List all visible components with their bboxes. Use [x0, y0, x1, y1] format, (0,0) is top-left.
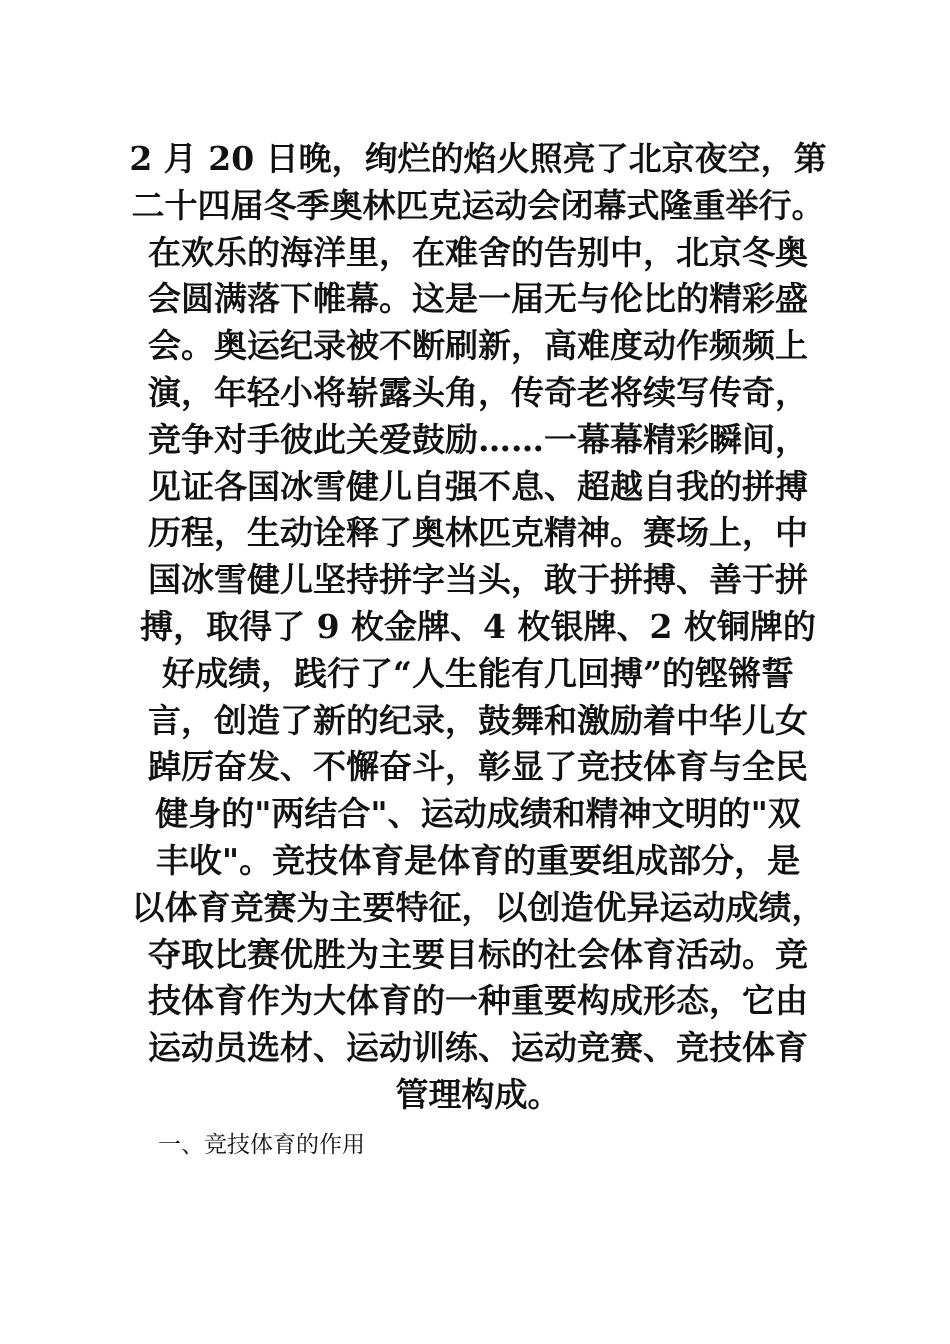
- paragraph-line-13: 言，创造了新的纪录，鼓舞和激励着中华儿女: [148, 700, 808, 740]
- section-heading: 一、竞技体育的作用: [158, 1132, 365, 1158]
- paragraph-line-1: 2 月 20 日晚，绚烂的焰火照亮了北京夜空，第: [129, 139, 827, 178]
- paragraph-line-7: 竞争对手彼此关爱鼓励……一幕幕精彩瞬间，: [148, 419, 808, 459]
- paragraph-line-8: 见证各国冰雪健儿自强不息、超越自我的拼搏: [148, 466, 808, 506]
- paragraph-line-5: 会。奥运纪录被不断刷新，高难度动作频频上: [148, 326, 808, 366]
- paragraph-line-4: 会圆满落下帷幕。这是一届无与伦比的精彩盛: [148, 279, 808, 319]
- paragraph-line-2: 二十四届冬季奥林匹克运动会闭幕式隆重举行。: [131, 185, 825, 225]
- body-paragraph: [116, 136, 840, 1119]
- paragraph-line-6: 演，年轻小将崭露头角，传奇老将续写传奇，: [148, 372, 808, 412]
- paragraph-line-19: 技体育作为大体育的一种重要构成形态，它由: [148, 981, 808, 1021]
- paragraph-line-3: 在欢乐的海洋里，在难舍的告别中，北京冬奥: [148, 232, 808, 272]
- paragraph-line-14: 踔厉奋发、不懈奋斗，彰显了竞技体育与全民: [148, 747, 808, 787]
- paragraph-line-12: 好成绩，践行了“人生能有几回搏”的铿锵誓: [162, 653, 794, 693]
- paragraph-line-10: 国冰雪健儿坚持拼字当头，敢于拼搏、善于拼: [148, 560, 808, 600]
- paragraph-line-20: 运动员选材、运动训练、运动竞赛、竞技体育: [148, 1028, 808, 1068]
- paragraph-line-17: 以体育竞赛为主要特征，以创造优异运动成绩，: [131, 887, 825, 927]
- paragraph-line-18: 夺取比赛优胜为主要目标的社会体育活动。竞: [148, 934, 808, 974]
- paragraph-line-11: 搏，取得了 9 枚金牌、4 枚银牌、2 枚铜牌的: [140, 606, 816, 646]
- paragraph-line-16: 丰收"。竞技体育是体育的重要组成部分，是: [155, 840, 801, 880]
- paragraph-line-9: 历程，生动诠释了奥林匹克精神。赛场上，中: [148, 513, 808, 553]
- paragraph-line-15: 健身的"两结合"、运动成绩和精神文明的"双: [155, 794, 801, 834]
- paragraph-line-21: 管理构成。: [395, 1074, 561, 1114]
